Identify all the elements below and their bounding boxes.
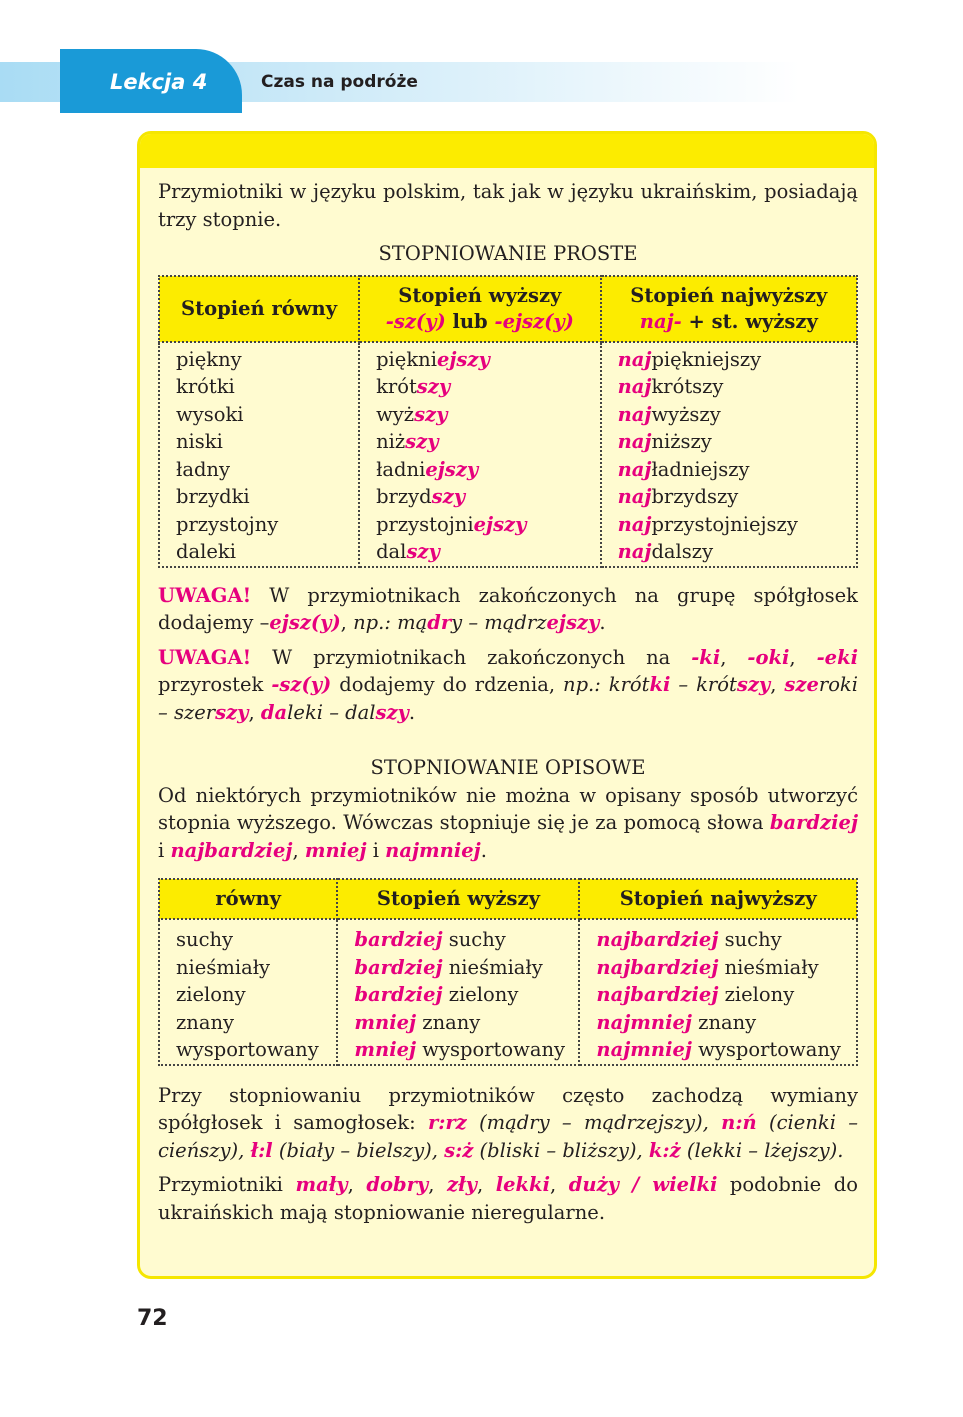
superlative-form xyxy=(618,401,840,429)
suffix: ejszy xyxy=(473,512,527,536)
equal-column xyxy=(159,919,337,1065)
degree-word: bardziej xyxy=(354,928,443,951)
prefix: naj xyxy=(617,512,652,536)
superlative-rule: + st. wyższy xyxy=(681,309,818,333)
keyword: najmniej xyxy=(385,838,481,862)
adjective: suchy xyxy=(718,928,782,951)
note-suffix: -eki xyxy=(816,645,858,669)
paragraph-text: podobnie do ukraińskich mają stopniowanie nieregularne. xyxy=(158,1173,858,1224)
comparative-form xyxy=(354,1009,576,1037)
adjective: zielony xyxy=(718,983,795,1006)
comparative-form xyxy=(354,981,576,1009)
comparative-form xyxy=(376,511,583,539)
base-form: brzydki xyxy=(176,485,250,508)
example-highlight: szy xyxy=(215,700,249,724)
stem: niż xyxy=(376,430,406,453)
stem: przystojni xyxy=(376,512,474,536)
adjective: nieśmiały xyxy=(718,955,819,979)
comparative-column xyxy=(359,342,600,567)
base-form: wysportowany xyxy=(176,1038,319,1061)
col-header-comparative xyxy=(359,276,600,342)
rest: niższy xyxy=(651,430,712,453)
superlative-form xyxy=(596,1009,854,1037)
lesson-label: Lekcja 4 xyxy=(110,70,208,94)
alternation: r:rz xyxy=(427,1111,467,1134)
descriptive-comparison-table xyxy=(158,878,858,1066)
superlative-form xyxy=(596,1036,854,1064)
superlative-form xyxy=(618,538,840,566)
note-ki-oki-eki xyxy=(158,644,858,727)
paragraph-text: i xyxy=(158,838,171,862)
rest: dalszy xyxy=(651,540,714,563)
example-highlight: sze xyxy=(784,673,819,696)
comparative-form xyxy=(376,428,583,456)
comparative-form xyxy=(376,401,583,429)
paragraph-text: . xyxy=(480,838,487,862)
keyword: duży / wielki xyxy=(568,1173,718,1196)
note-suffix: ejsz(y) xyxy=(269,611,341,634)
prefix: naj xyxy=(617,430,652,453)
keyword: mały xyxy=(295,1173,348,1196)
base-form: znany xyxy=(176,1010,235,1034)
keyword: najbardziej xyxy=(170,838,293,862)
prefix: naj xyxy=(617,540,652,563)
col-header-superlative xyxy=(601,276,857,342)
degree-word: najmniej xyxy=(596,1010,692,1034)
keyword: lekki xyxy=(495,1173,550,1196)
section-title-descriptive: STOPNIOWANIE OPISOWE xyxy=(370,756,646,779)
note-text: , xyxy=(720,645,748,669)
alternation-example: (mądry – mądrzejszy), xyxy=(466,1111,722,1134)
degree-word: bardziej xyxy=(354,983,443,1006)
rest: przystojniejszy xyxy=(651,512,798,536)
lub-word: lub xyxy=(445,309,495,333)
note-text: . xyxy=(599,611,606,634)
keyword: zły xyxy=(447,1173,477,1196)
stem: krót xyxy=(376,375,417,398)
degree-word: najbardziej xyxy=(596,928,719,951)
keyword: bardziej xyxy=(769,811,858,834)
page-number: 72 xyxy=(137,1306,168,1331)
grammar-box-header xyxy=(140,134,874,168)
paragraph-text: i xyxy=(366,838,386,862)
col-header-superlative: Stopień najwyższy xyxy=(579,879,857,919)
superlative-form xyxy=(596,981,854,1009)
alternation-example: (lekki – lżejszy). xyxy=(680,1138,844,1162)
alternation-example: (biały – bielszy), xyxy=(272,1138,445,1162)
intro-paragraph: Przymiotniki w języku polskim, tak jak w języku ukraińskim, posiadają trzy stopnie. xyxy=(158,180,858,231)
note-text: , xyxy=(789,645,817,669)
rest: wyższy xyxy=(651,402,721,426)
adjective: suchy xyxy=(442,928,506,951)
suffix: szy xyxy=(405,430,439,453)
suffix: ejszy xyxy=(425,457,479,481)
note-text: W przymiotnikach zakończonych na xyxy=(251,645,692,669)
alternation-example: (bliski – bliższy), xyxy=(473,1138,649,1162)
base-form: wysoki xyxy=(176,402,244,426)
note-text: , xyxy=(770,673,785,696)
base-form: daleki xyxy=(176,540,236,563)
suffix: szy xyxy=(416,375,451,398)
superlative-form xyxy=(596,954,854,982)
degree-word: najbardziej xyxy=(596,983,719,1006)
alternation: ł:l xyxy=(250,1138,273,1162)
base-form: piękny xyxy=(176,347,242,371)
irregular-paragraph xyxy=(158,1171,858,1226)
prefix: naj xyxy=(617,485,652,508)
section-title-simple: STOPNIOWANIE PROSTE xyxy=(378,242,638,265)
example-highlight: szy xyxy=(736,673,771,696)
col-header-comparative: Stopień wyższy xyxy=(337,879,579,919)
grammar-content xyxy=(158,178,858,1226)
rest: brzydszy xyxy=(651,485,739,508)
table-body-row xyxy=(159,919,857,1065)
note-text: dodajemy do rdzenia, xyxy=(331,673,564,696)
base-form: suchy xyxy=(176,928,234,951)
comparative-form xyxy=(354,926,576,954)
base-form: zielony xyxy=(176,983,246,1006)
degree-word: najbardziej xyxy=(596,955,719,979)
paragraph-text: , xyxy=(549,1173,569,1196)
paragraph-text: Od niektórych przymiotników nie można w opisany sposób utworzyć stopnia wyższego. Wówczas stopniuje się je za pomocą słowa xyxy=(158,783,858,834)
note-suffix: -oki xyxy=(747,645,790,669)
example: y – mądrz xyxy=(451,611,547,634)
equal-column xyxy=(159,342,359,567)
col-header-equal: Stopień równy xyxy=(159,276,359,342)
degree-word: bardziej xyxy=(354,955,443,979)
example: roki – szer xyxy=(158,673,858,724)
adjective: znany xyxy=(691,1010,757,1034)
alternation: k:ż xyxy=(648,1138,681,1162)
comparative-form xyxy=(354,954,576,982)
table-header-row xyxy=(159,879,857,919)
note-suffix: -ki xyxy=(691,645,721,669)
comparative-title: Stopień wyższy xyxy=(398,283,562,307)
base-form: niski xyxy=(176,430,223,453)
note-label: UWAGA! xyxy=(158,583,252,607)
example-highlight: ejszy xyxy=(546,611,600,634)
comparative-column xyxy=(337,919,579,1065)
grammar-box xyxy=(137,131,877,1279)
note-consonant-group xyxy=(158,582,858,637)
adjective: nieśmiały xyxy=(442,955,543,979)
comparative-form xyxy=(354,1036,576,1064)
rest: piękniejszy xyxy=(651,347,762,371)
superlative-form xyxy=(618,346,840,374)
superlative-column xyxy=(579,919,857,1065)
example-highlight: szy xyxy=(375,700,409,724)
comparative-form xyxy=(376,456,583,484)
note-label: UWAGA! xyxy=(158,645,252,669)
base-form: krótki xyxy=(176,375,235,398)
example: leki – dal xyxy=(287,700,376,724)
stem: dal xyxy=(376,540,407,563)
adjective: wysportowany xyxy=(416,1038,566,1061)
note-text: W przymiotnikach zakończonych na grupę spółgłosek dodajemy – xyxy=(158,583,858,634)
comparative-form xyxy=(376,346,583,374)
suffix: szy xyxy=(406,540,440,563)
stem: brzyd xyxy=(376,485,432,508)
base-form: ładny xyxy=(176,457,231,481)
note-text: przyrostek xyxy=(158,673,272,696)
superlative-form xyxy=(596,926,854,954)
keyword: dobry xyxy=(366,1173,429,1196)
superlative-title: Stopień najwyższy xyxy=(630,283,828,307)
simple-comparison-table xyxy=(158,275,858,568)
stem: ładni xyxy=(376,457,426,481)
paragraph-text: , xyxy=(292,838,305,862)
col-header-equal: równy xyxy=(159,879,337,919)
prefix-naj: naj- xyxy=(639,309,682,333)
suffix: ejszy xyxy=(436,347,490,371)
prefix: naj xyxy=(617,402,652,426)
paragraph-text: , xyxy=(428,1173,448,1196)
keyword: mniej xyxy=(304,838,367,862)
prefix: naj xyxy=(617,457,652,481)
note-text: , xyxy=(248,700,261,724)
paragraph-text: Przy stopniowaniu przymiotników często zachodzą wymiany spółgłosek i samogłosek: xyxy=(158,1083,858,1134)
alternation: s:ż xyxy=(444,1138,474,1162)
example-highlight: da xyxy=(260,700,288,724)
note-text: , xyxy=(340,611,354,634)
example-highlight: dr xyxy=(427,611,452,634)
adjective: znany xyxy=(416,1010,481,1034)
comparative-form xyxy=(376,483,583,511)
alternation: n:ń xyxy=(721,1111,757,1134)
degree-word: mniej xyxy=(354,1038,417,1061)
rest: ładniejszy xyxy=(651,457,750,481)
base-form: przystojny xyxy=(176,512,279,536)
table-body-row xyxy=(159,342,857,567)
adjective: zielony xyxy=(442,983,519,1006)
superlative-form xyxy=(618,456,840,484)
base-form: nieśmiały xyxy=(176,955,271,979)
paragraph-text: , xyxy=(347,1173,367,1196)
degree-word: mniej xyxy=(354,1010,417,1034)
example: np.: krót xyxy=(563,673,650,696)
note-text: . xyxy=(408,700,416,724)
adjective: wysportowany xyxy=(691,1038,841,1061)
paragraph-text: , xyxy=(476,1173,496,1196)
superlative-column xyxy=(601,342,857,567)
comparative-form xyxy=(376,373,583,401)
suffix-ejsz: -ejsz(y) xyxy=(494,309,574,333)
stem: piękni xyxy=(376,347,437,371)
descriptive-paragraph xyxy=(158,782,858,865)
superlative-form xyxy=(618,511,840,539)
superlative-form xyxy=(618,428,840,456)
alternation-example: (cienki – cieńszy), xyxy=(158,1111,858,1162)
example: np.: mą xyxy=(353,611,428,634)
prefix: naj xyxy=(617,347,652,371)
prefix: naj xyxy=(617,375,652,398)
table-header-row xyxy=(159,276,857,342)
suffix: szy xyxy=(431,485,466,508)
note-suffix: -sz(y) xyxy=(271,673,332,696)
paragraph-text: Przymiotniki xyxy=(158,1173,296,1196)
example-highlight: ki xyxy=(649,673,671,696)
suffix: szy xyxy=(414,402,448,426)
superlative-form xyxy=(618,483,840,511)
superlative-form xyxy=(618,373,840,401)
alternations-paragraph xyxy=(158,1082,858,1165)
degree-word: najmniej xyxy=(596,1038,692,1061)
stem: wyż xyxy=(376,402,415,426)
suffix-sz: -sz(y) xyxy=(385,309,446,333)
comparative-form xyxy=(376,538,583,566)
rest: krótszy xyxy=(651,375,724,398)
lesson-topic: Czas na podróże xyxy=(261,72,418,92)
example: – krót xyxy=(670,673,737,696)
